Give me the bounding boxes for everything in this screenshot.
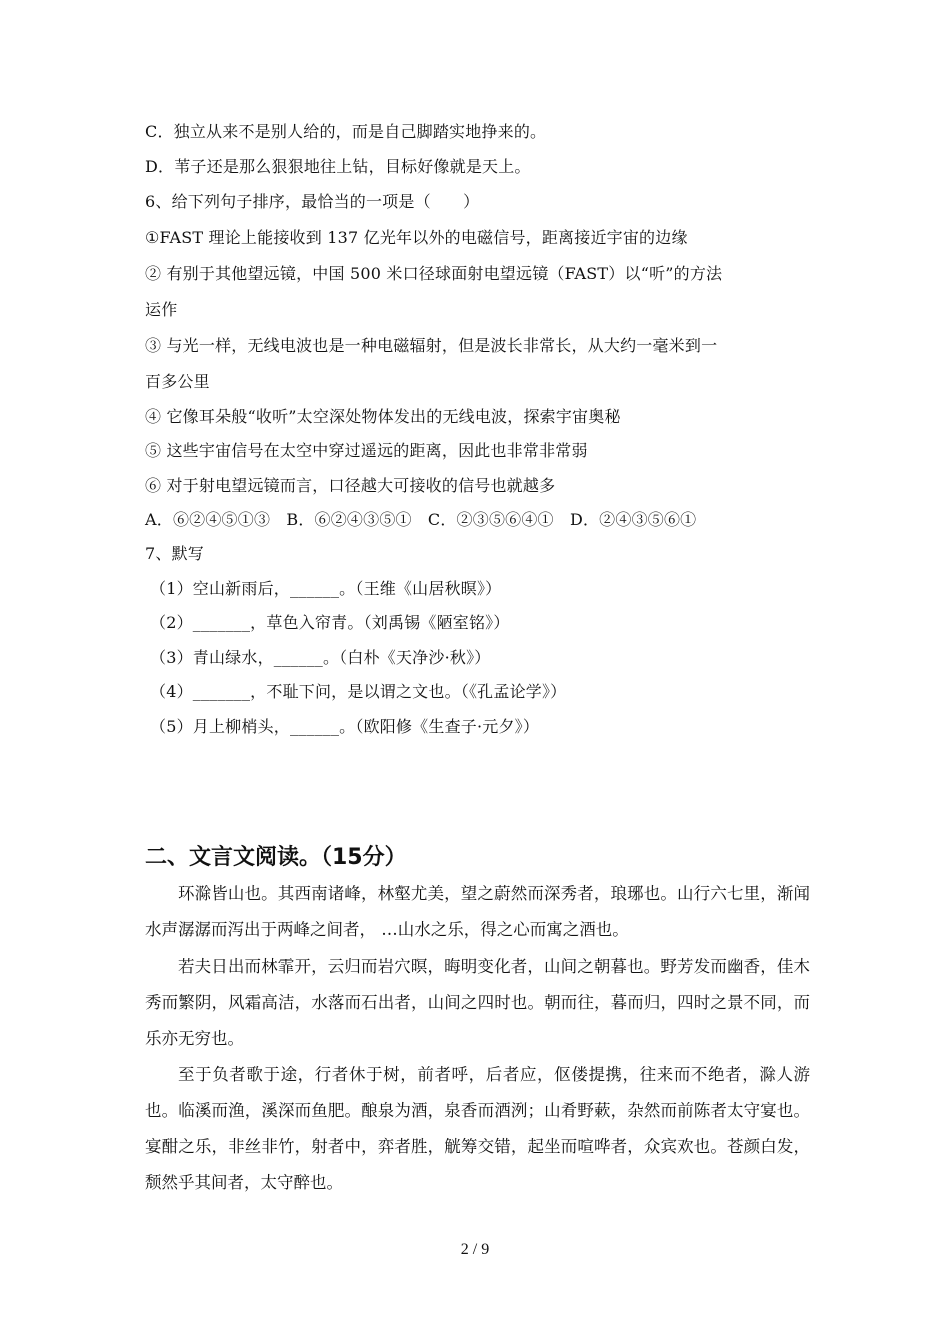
question-6-choices: A．⑥②④⑤①③ B．⑥②④③⑤① C．②③⑤⑥④① D．②④③⑤⑥① xyxy=(145,510,697,529)
sentence-2-cont: 运作 xyxy=(145,300,178,319)
dictation-item-3: （3）青山绿水，______。（白朴《天净沙·秋》） xyxy=(150,648,491,667)
passage-paragraph-1: 环滁皆山也。其西南诸峰，林壑尤美，望之蔚然而深秀者，琅琊也。山行六七里，渐闻水声潺潺而泻出于两峰之间者， …山水之乐，得之心而寓之酒也。 xyxy=(145,884,810,939)
sentence-4: ④ 它像耳朵般“收听”太空深处物体发出的无线电波，探索宇宙奥秘 xyxy=(145,407,621,426)
sentence-2: ② 有别于其他望远镜，中国 500 米口径球面射电望远镜（FAST）以“听”的方法 xyxy=(145,264,723,283)
dictation-item-2: （2）_______，草色入帘青。（刘禹锡《陋室铭》） xyxy=(150,613,510,632)
passage-paragraph-3: 至于负者歌于途，行者休于树，前者呼，后者应，伛偻提携，往来而不绝者，滁人游也。临溪而渔，溪深而鱼肥。酿泉为酒，泉香而酒洌；山肴野蔌，杂然而前陈者太守宴也。宴酣之乐，非丝非竹，射者中，弈者胜，觥筹交错，起坐而喧哗者，众宾欢也。苍颜白发，颓然乎其间者，太守醉也。 xyxy=(145,1065,810,1192)
option-c: C．独立从来不是别人给的，而是自己脚踏实地挣来的。 xyxy=(145,122,547,141)
option-d: D．苇子还是那么狠狠地往上钻，目标好像就是天上。 xyxy=(145,157,531,176)
section-title: 二、文言文阅读。（15分） xyxy=(145,845,407,870)
page-number: 2 / 9 xyxy=(460,1241,490,1258)
sentence-3-cont: 百多公里 xyxy=(145,372,210,391)
sentence-3: ③ 与光一样，无线电波也是一种电磁辐射，但是波长非常长，从大约一毫米到一 xyxy=(145,336,718,355)
passage-paragraph-2: 若夫日出而林霏开，云归而岩穴暝，晦明变化者，山间之朝暮也。野芳发而幽香，佳木秀而繁阴，风霜高洁，水落而石出者，山间之四时也。朝而往，暮而归，四时之景不同，而乐亦无穷也。 xyxy=(145,957,810,1048)
sentence-6: ⑥ 对于射电望远镜而言，口径越大可接收的信号也就越多 xyxy=(145,476,556,495)
sentence-5: ⑤ 这些宇宙信号在太空中穿过遥远的距离，因此也非常非常弱 xyxy=(145,441,588,460)
question-7-title: 7、默写 xyxy=(145,544,204,563)
question-6-title: 6、给下列句子排序，最恰当的一项是（ ） xyxy=(145,192,480,211)
dictation-item-1: （1）空山新雨后，______。（王维《山居秋暝》） xyxy=(150,579,502,598)
dictation-item-5: （5）月上柳梢头，______。（欧阳修《生查子·元夕》） xyxy=(150,717,540,736)
dictation-item-4: （4）_______，不耻下问，是以谓之文也。（《孔孟论学》） xyxy=(150,682,567,701)
sentence-1: ①FAST 理论上能接收到 137 亿光年以外的电磁信号，距离接近宇宙的边缘 xyxy=(145,228,688,247)
